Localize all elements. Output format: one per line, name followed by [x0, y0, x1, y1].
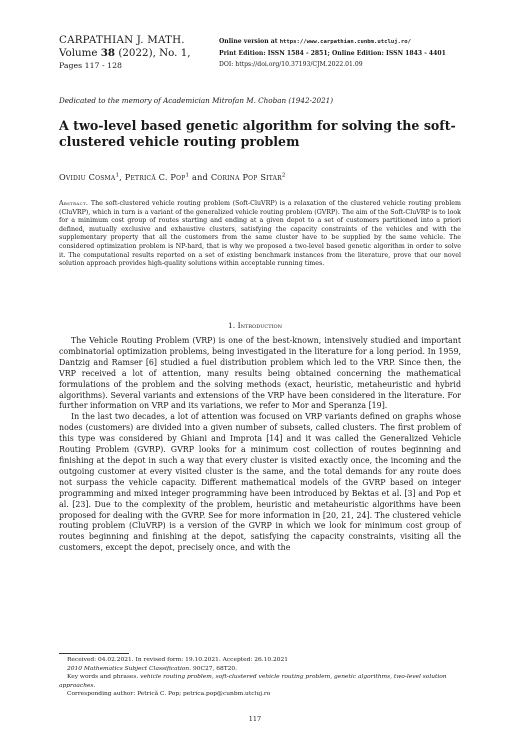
footnotes	[59, 656, 461, 699]
body-text	[59, 336, 461, 554]
issn-line: Print Edition: ISSN 1584 - 2851; Online Edition: ISSN 1843 - 4401	[219, 50, 446, 58]
section-number: 1.	[227, 321, 238, 330]
footnote-divider	[59, 653, 129, 654]
section-title: Introduction	[237, 321, 283, 330]
keywords-text: vehicle routing problem, soft-clustered vehicle routing problem, genetic algorithms, two-level solution approaches.	[59, 674, 447, 689]
online-version	[219, 36, 459, 48]
paragraph: In the last two decades, a lot of attention was focused on VRP variants defined on graphs whose nodes (customers) are divided into a given number of subsets, called clusters. The first problem of this type was considered by Ghiani and Improta [14] and it was called the Generalized Vehicle Routing Problem (GVRP). GVRP looks for a minimum cost collection of routes beginning and finishing at the depot in such a way that every cluster is visited exactly once, the incoming and the outgoing customer at every visited cluster is the same, and the total demands for any route does not surpass the vehicle capacity. Different mathematical models of the GVRP based on integer programming and mixed integer programming have been introduced by Bektas et al. [3] and Pop et al. [23]. Due to the complexity of the problem, heuristic and metaheuristic algorithms have been proposed for dealing with the GVRP. See for more information in [20, 21, 24]. The clustered vehicle routing problem (CluVRP) is a version of the GVRP in which we look for minimum cost group of routes beginning and finishing at the depot, satisfying the capacity constraints, visiting all the customers, except the depot, precisely once, and with the	[59, 412, 461, 553]
dedication: Dedicated to the memory of Academician Mitrofan M. Choban (1942-2021)	[59, 96, 334, 105]
journal-header	[59, 34, 224, 72]
msc-codes: 90C27, 68T20.	[191, 665, 238, 672]
volume-prefix: Volume	[59, 47, 101, 59]
page-range: Pages 117 - 128	[59, 61, 122, 70]
volume-info	[59, 47, 224, 60]
keywords-label: Key words and phrases.	[67, 674, 139, 681]
journal-name: CARPATHIAN J. MATH.	[59, 34, 185, 46]
online-label: Online version at	[219, 38, 280, 45]
received-dates: Received: 04.02.2021. In revised form: 19.10.2021. Accepted: 26.10.2021	[67, 657, 288, 663]
author-3-affiliation: 2	[281, 172, 286, 179]
author-2: Petrică C. Pop	[124, 172, 186, 182]
abstract-label: Abstract.	[59, 200, 89, 207]
paragraph: The Vehicle Routing Problem (VRP) is one of the best-known, intensively studied and important combinatorial optimization problems, being investigated in the literature for a long period. In 1959, Dantzig and Ramser [6] studied a fuel distribution problem which led to the VRP. Since then, the VRP received a lot of attention, many results being obtained concerning the mathematical formulations of the problem and the solving methods (exact, heuristic, metaheuristic and hybrid algorithms). Several variants and extensions of the VRP have been considered in the literature. For further information on VRP and its variations, we refer to Mor and Speranza [19].	[59, 336, 461, 411]
volume-suffix: (2022), No. 1,	[115, 47, 191, 59]
author-1: Ovidiu Cosma	[59, 172, 116, 182]
doi-link[interactable]: DOI: https://doi.org/10.37193/CJM.2022.01.09	[219, 61, 363, 69]
keywords	[59, 673, 461, 690]
author-separator: and	[189, 172, 211, 182]
abstract	[59, 200, 461, 269]
author-list	[59, 172, 459, 182]
author-1-affiliation: 1	[115, 172, 120, 179]
paper-title: A two-level based genetic algorithm for solving the soft-clustered vehicle routing problem	[59, 118, 456, 149]
page-number: 117	[248, 715, 262, 723]
volume-number: 38	[100, 47, 116, 59]
abstract-text: The soft-clustered vehicle routing problem (Soft-CluVRP) is a relaxation of the clustered vehicle routing problem (CluVRP), which in turn is a variant of the generalized vehicle routing problem (GVRP). The aim of the Soft-CluVRP is to look for a minimum cost group of routes starting and ending at a given depot to a set of customers partitioned into a priori defined, mutually exclusive and exhaustive clusters, satisfying the capacity constraints of the vehicles and with the supplementary property that all the customers from the same cluster have to be supplied by the same vehicle. The considered optimization problem is NP-hard, that is why we proposed a two-level based genetic algorithm in order to solve it. The computational results reported on a set of existing benchmark instances from the literature, prove that our novel solution approach provides high-quality solutions within acceptable running times.	[59, 200, 461, 268]
author-2-affiliation: 1	[185, 172, 190, 179]
author-3: Corina Pop Sitar	[210, 172, 282, 182]
publication-info	[219, 36, 459, 71]
section-heading	[0, 321, 510, 330]
msc-classification	[59, 665, 461, 674]
online-url-link[interactable]: https://www.carpathian.cunbm.utcluj.ro/	[279, 39, 412, 45]
author-separator: ,	[119, 172, 125, 182]
corresponding-author: Corresponding author: Petrică C. Pop; petrica.pop@cunbm.utcluj.ro	[67, 691, 271, 698]
msc-label: 2010 Mathematics Subject Classification.	[67, 665, 192, 672]
